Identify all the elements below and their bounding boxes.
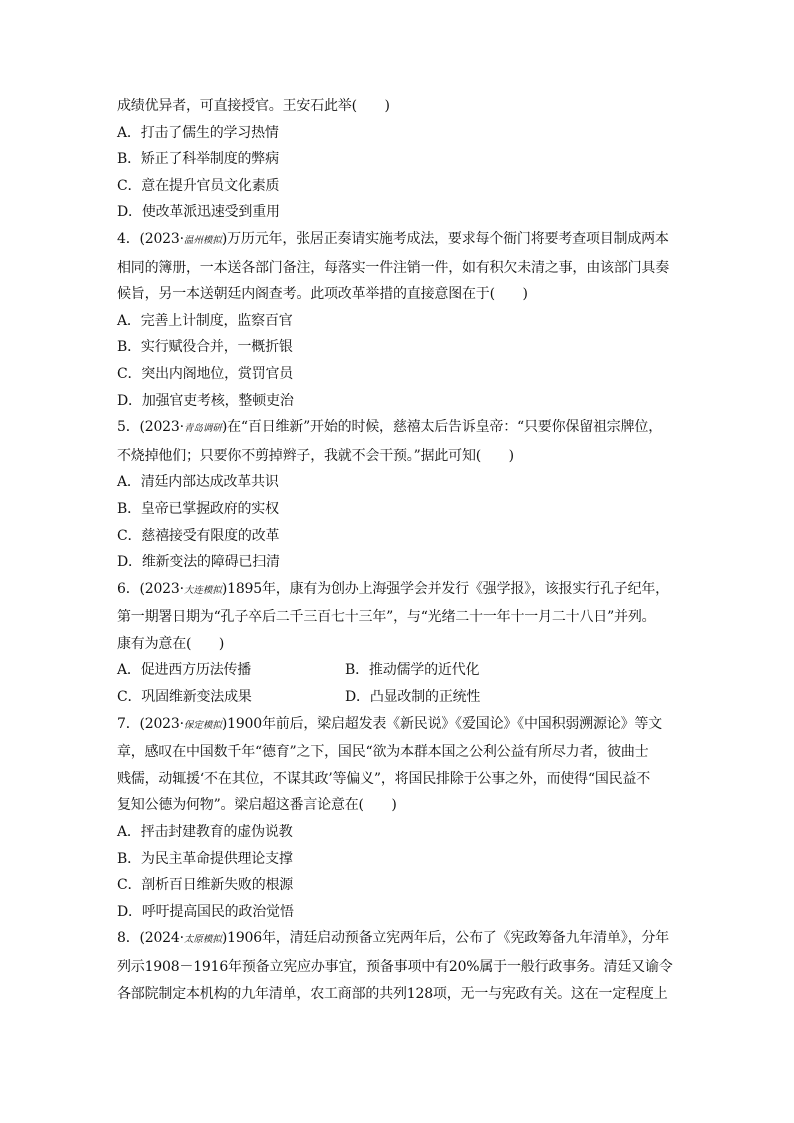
question-6 — [117, 576, 682, 711]
option-b: B．为民主革命提供理论支撑 — [117, 850, 293, 867]
question-8-stem-line: 各部院制定本机构的九年清单，农工商部的共列128项，无一与宪政有关。这在一定程度上 — [117, 985, 668, 1002]
question-7 — [117, 711, 682, 926]
question-5 — [117, 414, 682, 576]
question-number: 7．(2023· — [117, 715, 184, 732]
option-d: D．凸显改制的正统性 — [345, 689, 481, 706]
question-number: 8．(2024· — [117, 930, 184, 947]
option-c: C．突出内阁地位，赏罚官员 — [117, 365, 294, 382]
option-b: B．推动儒学的近代化 — [345, 662, 480, 679]
question-5-stem-line: 不烧掉他们；只要你不剪掉辫子，我就不会干预。”据此可知( ) — [117, 447, 514, 464]
question-8 — [117, 925, 682, 1007]
question-7-stem-line: 贱儒，动辄援‘不在其位，不谋其政’等偏义”，将国民排除于公事之外，而使得“国民益不 — [117, 770, 651, 787]
question-lead: )1900年前后，梁启超发表《新民说》《爱国论》《中国积弱溯源论》等文 — [221, 715, 662, 732]
option-c: C．意在提升官员文化素质 — [117, 177, 280, 194]
question-4 — [117, 226, 682, 414]
option-d: D．加强官吏考核，整顿吏治 — [117, 392, 294, 409]
question-lead: )1895年，康有为创办上海强学会并发行《强学报》，该报实行孔子纪年， — [221, 580, 669, 597]
option-a: A．打击了儒生的学习热情 — [117, 124, 279, 141]
options-row — [117, 684, 682, 711]
question-4-stem — [117, 226, 682, 255]
option-b: B．矫正了科举制度的弊病 — [117, 151, 279, 168]
question-number: 6．(2023· — [117, 580, 184, 597]
question-source: 太原模拟 — [183, 934, 222, 946]
option-a: A．清廷内部达成改革共识 — [117, 474, 279, 491]
question-7-stem-line: 复知公德为何物”。梁启超这番言论意在( ) — [117, 797, 397, 814]
option-a: A．促进西方历法传播 — [117, 662, 252, 679]
option-d: D．呼吁提高国民的政治觉悟 — [117, 903, 294, 920]
question-6-stem-line: 康有为意在( ) — [117, 635, 225, 652]
question-source: 温州模拟 — [183, 234, 222, 246]
question-7-stem — [117, 711, 682, 740]
option-c: C．剖析百日维新失败的根源 — [117, 877, 294, 894]
question-7-stem-line: 章，感叹在中国数千年“德育”之下，国民“欲为本群本国之公利公益有所尽力者，彼曲士 — [117, 744, 649, 761]
question-source: 保定模拟 — [183, 719, 222, 731]
options-row — [117, 657, 682, 684]
option-d: D．维新变法的障碍已扫清 — [117, 554, 280, 571]
option-a: A．抨击封建教育的虚伪说教 — [117, 824, 293, 841]
question-4-stem-line: 相同的簿册，一本送各部门备注，每落实一件注销一件，如有积欠未清之事，由该部门具奏 — [117, 259, 669, 276]
question-lead: )1906年，清廷启动预备立宪两年后，公布了《宪政筹备九年清单》，分年 — [221, 930, 669, 947]
option-b: B．实行赋役合并，一概折银 — [117, 339, 293, 356]
question-lead: )在“百日维新”开始的时候，慈禧太后告诉皇帝：“只要你保留祖宗牌位， — [221, 419, 663, 436]
question-number: 4．(2023· — [117, 230, 184, 247]
option-c: C．巩固维新变法成果 — [117, 689, 252, 706]
question-number: 5．(2023· — [117, 419, 184, 436]
question-source: 大连模拟 — [183, 584, 222, 596]
option-a: A．完善上计制度，监察百官 — [117, 312, 293, 329]
question-lead: )万历元年，张居正奏请实施考成法，要求每个衙门将要考查项目制成两本 — [221, 230, 669, 247]
question-6-stem — [117, 576, 682, 605]
question-3-stem: 成绩优异者，可直接授官。王安石此举( ) — [117, 98, 390, 114]
question-8-stem-line: 列示1908－1916年预备立宪应办事宜，预备事项中有20%属于一般行政事务。清廷又谕令 — [117, 959, 673, 975]
question-6-stem-line: 第一期署日期为“孔子卒后二千三百七十三年”，与“光绪二十一年十一月二十八日”并列。 — [117, 609, 656, 626]
question-source: 青岛调研 — [183, 423, 222, 435]
question-5-stem — [117, 414, 682, 443]
question-page — [117, 93, 682, 1007]
question-4-stem-line: 候旨，另一本送朝廷内阁查考。此项改革举措的直接意图在于( ) — [117, 286, 528, 303]
option-d: D．使改革派迅速受到重用 — [117, 204, 280, 221]
question-8-stem — [117, 925, 682, 954]
question-3 — [117, 93, 682, 226]
option-b: B．皇帝已掌握政府的实权 — [117, 500, 279, 517]
option-c: C．慈禧接受有限度的改革 — [117, 527, 280, 544]
